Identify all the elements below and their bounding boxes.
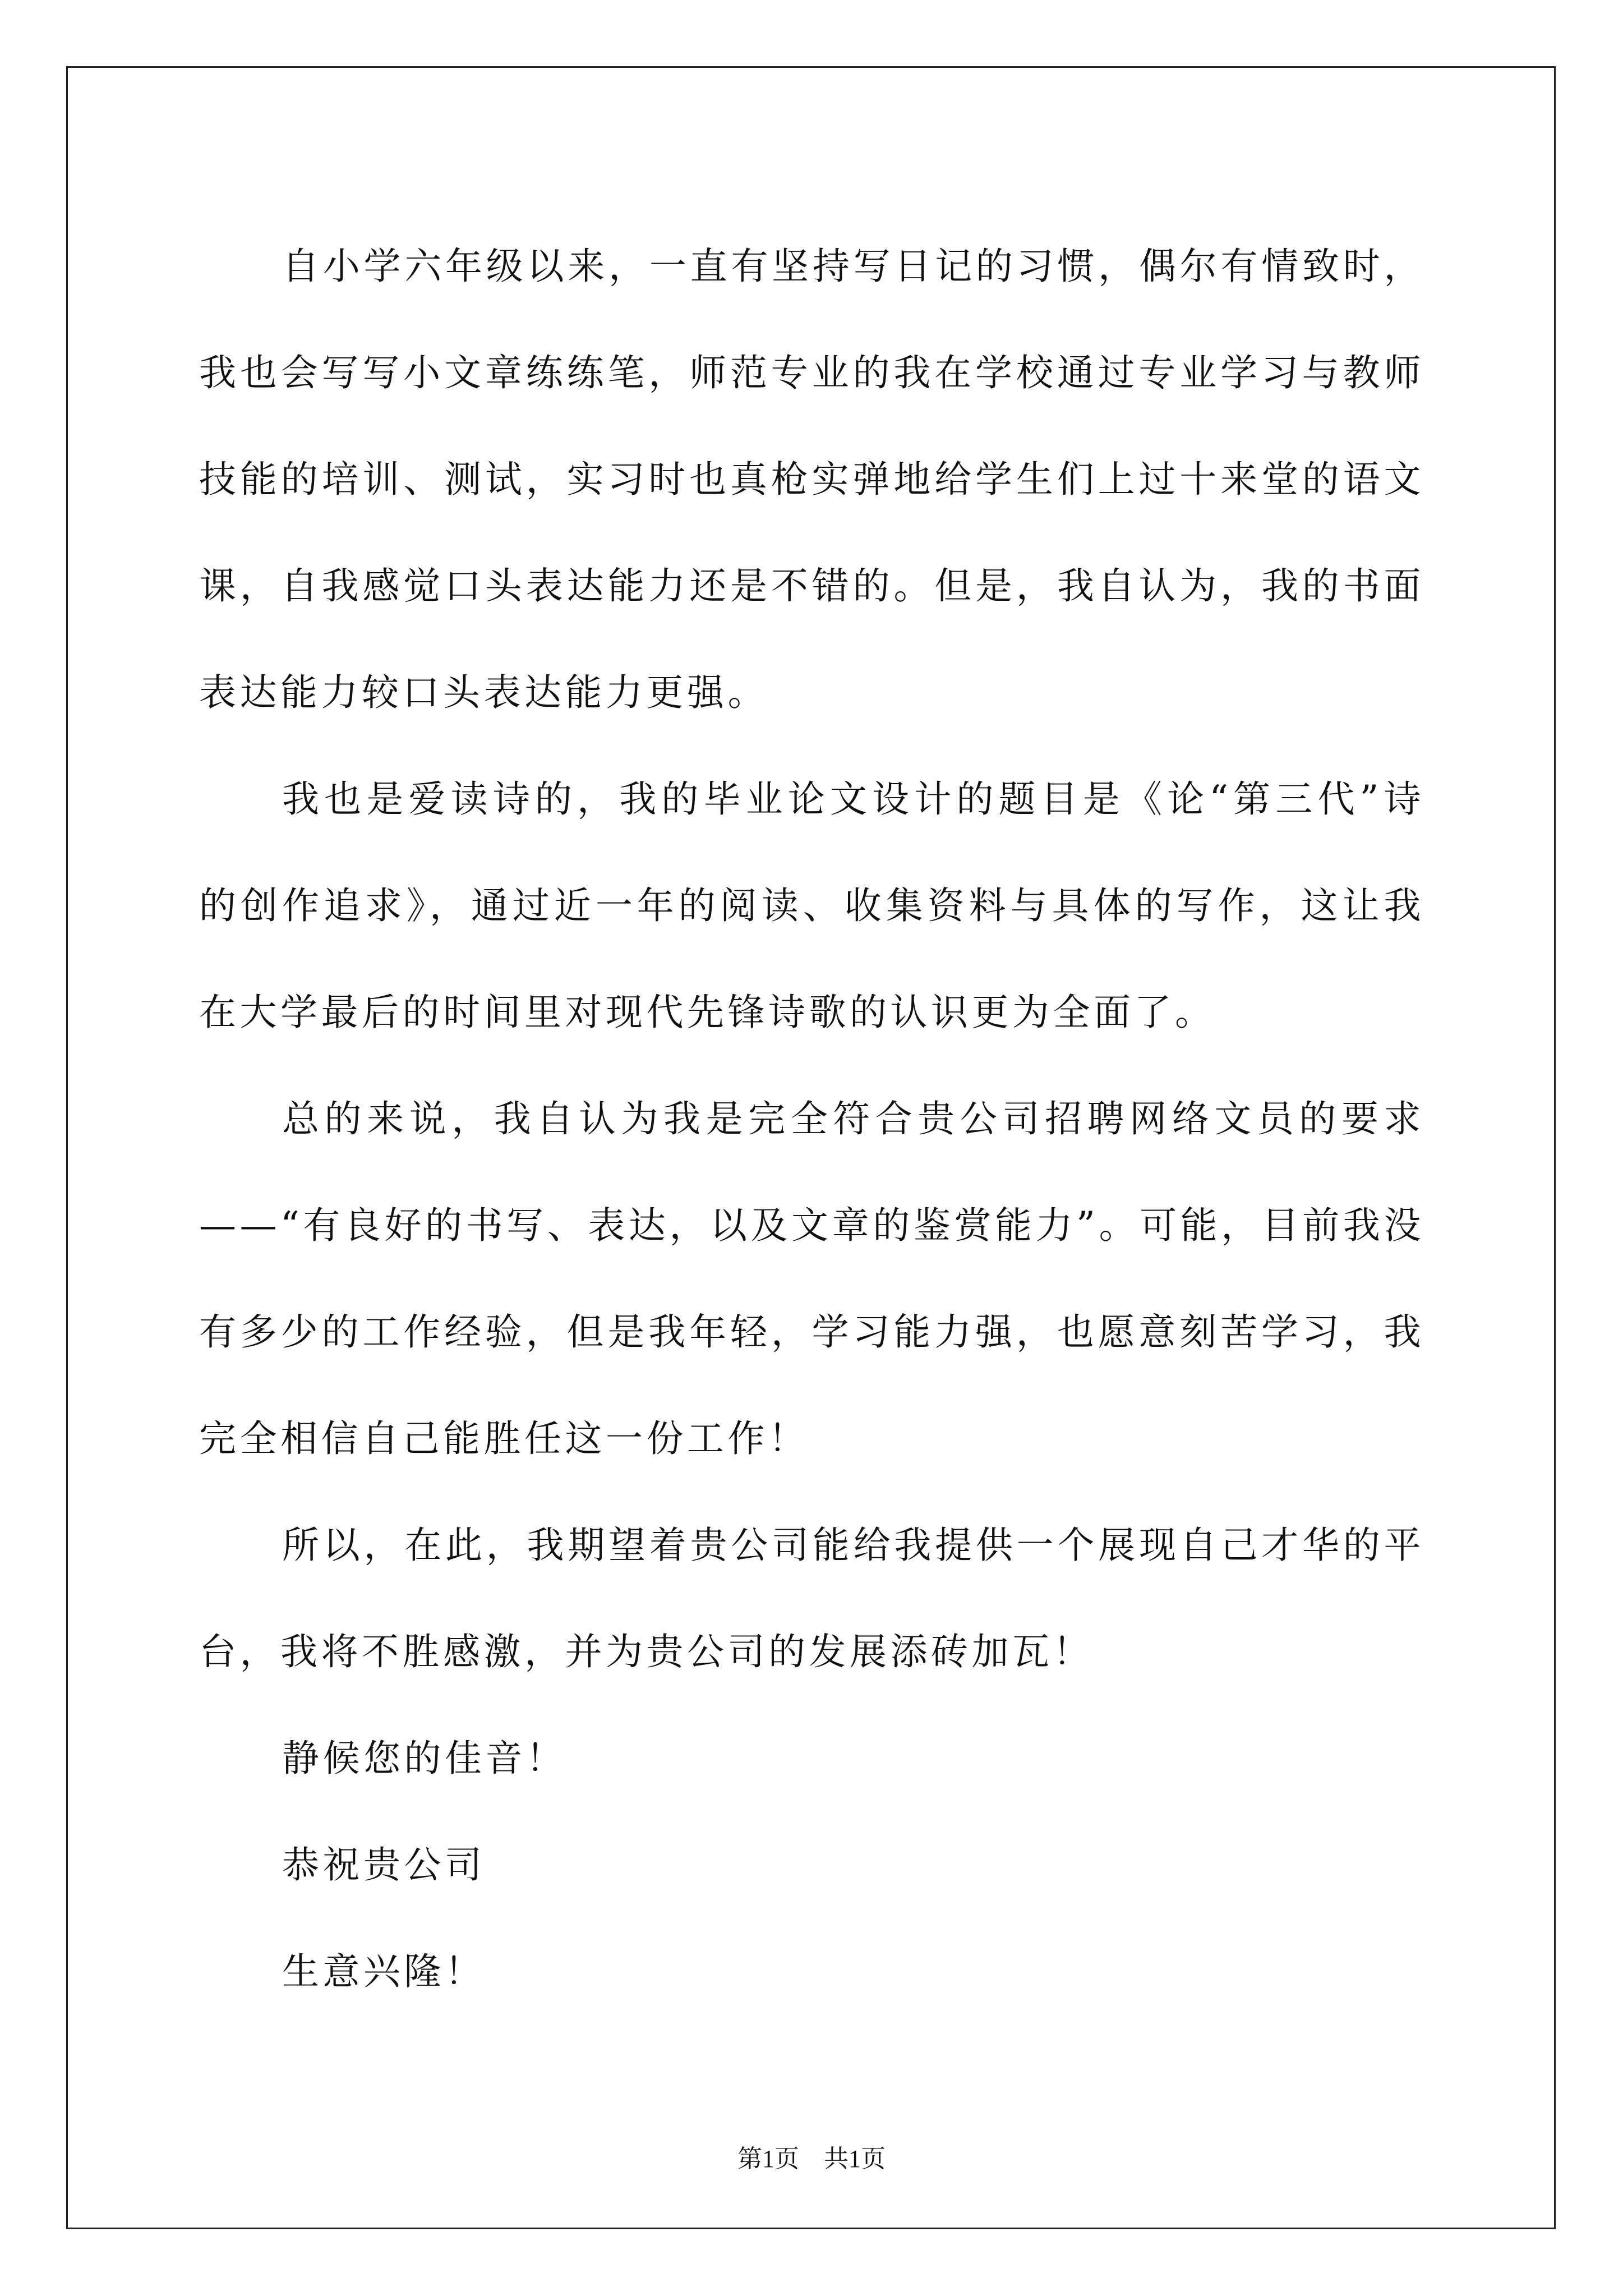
paragraph: 总的来说，我自认为我是完全符合贵公司招聘网络文员的要求——“有良好的书写、表达，以及文章的鉴赏能力”。可能，目前我没有多少的工作经验，但是我年轻，学习能力强，也愿意刻苦学习，我完全相信自己能胜任这一份工作！ [199, 1097, 1424, 1460]
paragraph: 所以，在此，我期望着贵公司能给我提供一个展现自己才华的平台，我将不胜感激，并为贵公司的发展添砖加瓦！ [199, 1524, 1424, 1673]
closing-line: 静候您的佳音！ [282, 1737, 567, 1780]
paragraph: 自小学六年级以来，一直有坚持写日记的习惯，偶尔有情致时，我也会写写小文章练练笔，师范专业的我在学校通过专业学习与教师技能的培训、测试，实习时也真枪实弹地给学生们上过十来堂的语文课，自我感觉口头表达能力还是不错的。但是，我自认为，我的书面表达能力较口头表达能力更强。 [199, 245, 1424, 714]
closing-line: 恭祝贵公司 [282, 1843, 486, 1887]
paragraph: 我也是爱读诗的，我的毕业论文设计的题目是《论“第三代”诗的创作追求》，通过近一年的阅读、收集资料与具体的写作，这让我在大学最后的时间里对现代先锋诗歌的认识更为全面了。 [199, 777, 1424, 1034]
document-body [199, 213, 1424, 2025]
closing-line: 生意兴隆！ [282, 1950, 486, 1993]
page-footer: 第1页 共1页 [737, 2145, 886, 2173]
